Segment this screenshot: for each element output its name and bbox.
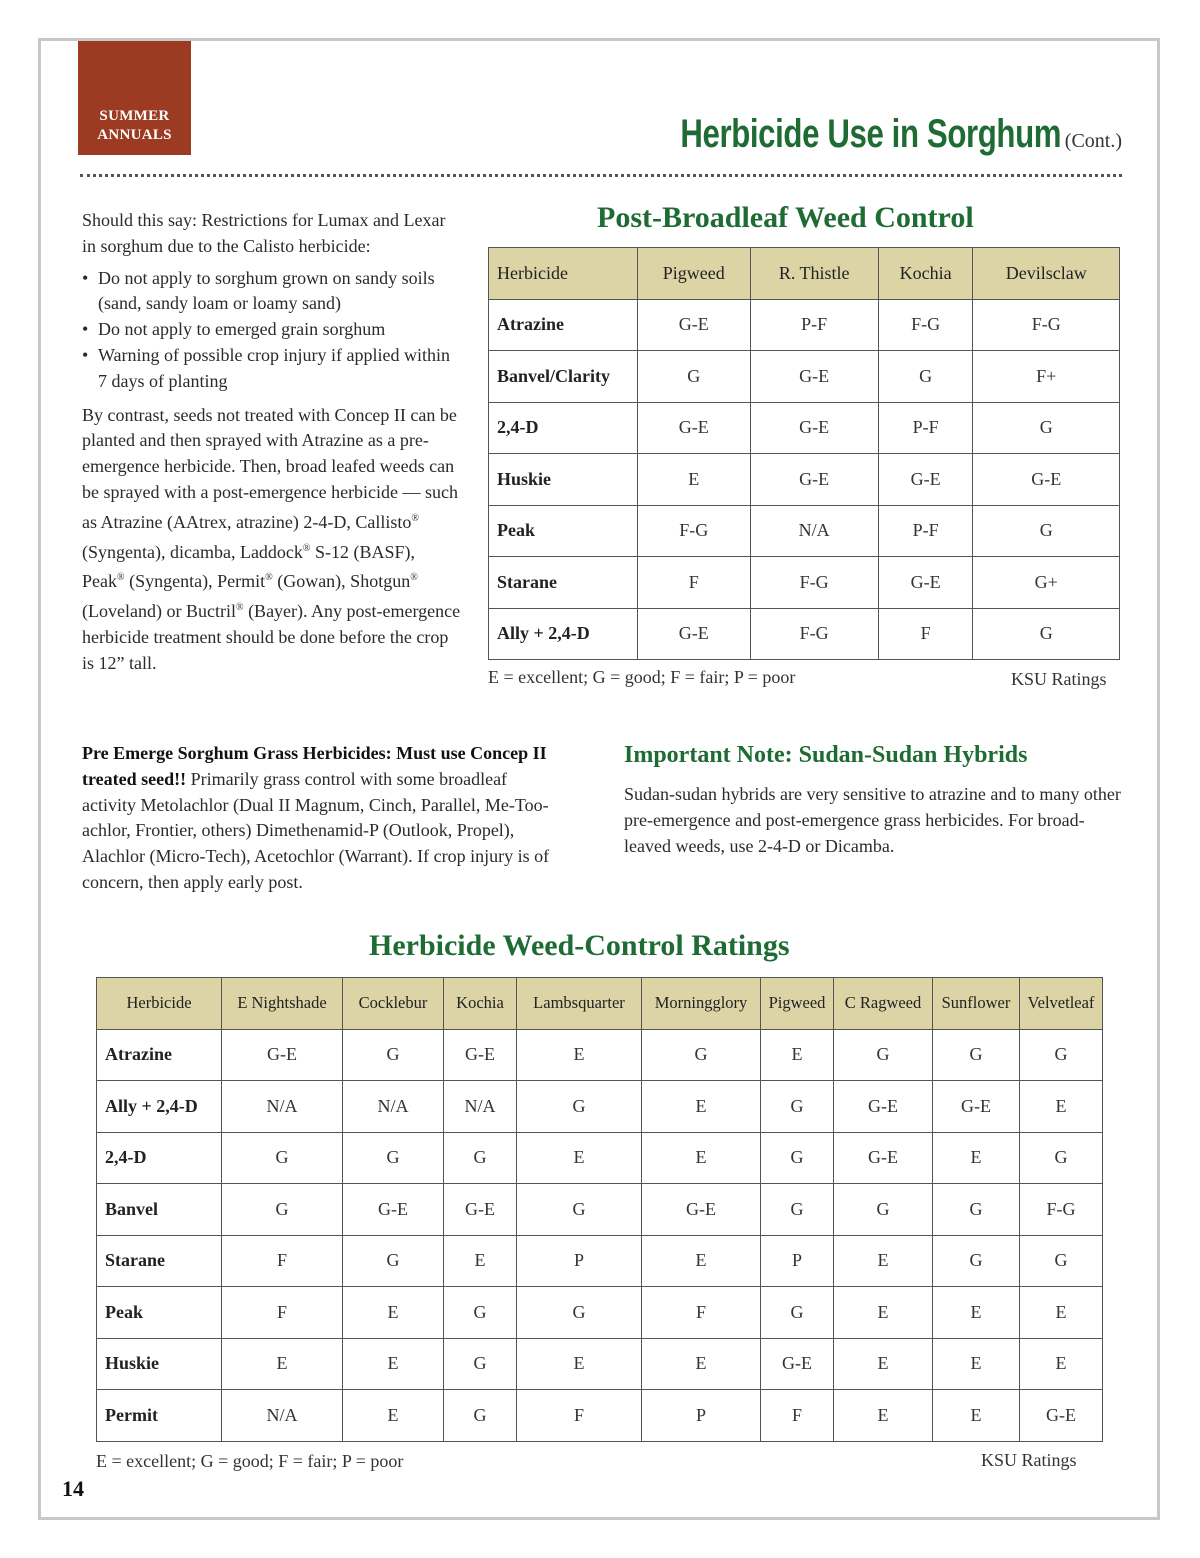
rating-cell: F-G	[750, 608, 878, 660]
table-row	[97, 1390, 1103, 1442]
row-herbicide-name: Banvel/Clarity	[489, 351, 638, 403]
ratings-legend: E = excellent; G = good; F = fair; P = poor	[96, 1451, 404, 1471]
rating-cell: G	[343, 1235, 444, 1287]
rating-cell: E	[517, 1132, 642, 1184]
rating-cell: G	[1020, 1132, 1103, 1184]
rating-cell: N/A	[750, 505, 878, 557]
table-row	[489, 608, 1120, 660]
rating-cell: G	[517, 1287, 642, 1339]
table-row	[489, 402, 1120, 454]
rating-cell: F-G	[1020, 1184, 1103, 1236]
rating-cell: N/A	[222, 1390, 343, 1442]
rating-cell: G	[638, 351, 751, 403]
row-herbicide-name: Atrazine	[489, 299, 638, 351]
rating-cell: G	[517, 1081, 642, 1133]
row-herbicide-name: Starane	[97, 1235, 222, 1287]
column-header: Devilsclaw	[973, 248, 1120, 300]
rating-cell: G	[222, 1132, 343, 1184]
table-row	[97, 1287, 1103, 1339]
rating-cell: E	[642, 1132, 761, 1184]
rating-cell: F	[761, 1390, 834, 1442]
rating-cell: G	[933, 1029, 1020, 1081]
rating-cell: F	[517, 1390, 642, 1442]
ratings-table	[96, 977, 1103, 1442]
rating-cell: G	[761, 1081, 834, 1133]
rating-cell: G	[1020, 1235, 1103, 1287]
rating-cell: P	[761, 1235, 834, 1287]
table-row	[97, 1338, 1103, 1390]
dotted-divider	[80, 174, 1122, 177]
rating-cell: G	[444, 1338, 517, 1390]
row-herbicide-name: Peak	[97, 1287, 222, 1339]
ratings-source: KSU Ratings	[981, 1450, 1077, 1470]
rating-cell: E	[638, 454, 751, 506]
rating-cell: G	[642, 1029, 761, 1081]
table-header-row	[489, 248, 1120, 300]
rating-cell: N/A	[222, 1081, 343, 1133]
rating-cell: N/A	[343, 1081, 444, 1133]
rating-cell: G-E	[642, 1184, 761, 1236]
column-header: C Ragweed	[834, 978, 933, 1030]
rating-cell: E	[834, 1390, 933, 1442]
column-header: Pigweed	[638, 248, 751, 300]
restriction-item: • Do not apply to sorghum grown on sandy soils (sand, sandy loam or loamy sand)	[82, 266, 462, 318]
column-header: Cocklebur	[343, 978, 444, 1030]
rating-cell: P-F	[878, 505, 973, 557]
rating-cell: F	[878, 608, 973, 660]
table-header-row	[97, 978, 1103, 1030]
rating-cell: E	[222, 1338, 343, 1390]
rating-cell: G-E	[444, 1029, 517, 1081]
table-row	[489, 299, 1120, 351]
rating-cell: P-F	[878, 402, 973, 454]
rating-cell: E	[933, 1390, 1020, 1442]
rating-cell: G	[933, 1235, 1020, 1287]
rating-cell: G	[761, 1287, 834, 1339]
rating-cell: P	[517, 1235, 642, 1287]
rating-cell: E	[642, 1235, 761, 1287]
column-header: R. Thistle	[750, 248, 878, 300]
rating-cell: G	[444, 1132, 517, 1184]
row-herbicide-name: 2,4-D	[489, 402, 638, 454]
rating-cell: E	[933, 1287, 1020, 1339]
rating-cell: G-E	[638, 608, 751, 660]
rating-cell: E	[642, 1081, 761, 1133]
table-row	[97, 1184, 1103, 1236]
page-number: 14	[62, 1476, 84, 1501]
column-header: Lambsquarter	[517, 978, 642, 1030]
rating-cell: F-G	[973, 299, 1120, 351]
row-herbicide-name: Huskie	[97, 1338, 222, 1390]
section-tab	[78, 41, 191, 155]
row-herbicide-name: Ally + 2,4-D	[97, 1081, 222, 1133]
rating-cell: G-E	[878, 454, 973, 506]
rating-cell: G-E	[750, 454, 878, 506]
pre-emerge-body: Primarily grass control with some broadleaf activity Metolachlor (Dual II Magnum, Cinch, Parallel, Me-Too-achlor, Frontier, others) Dimethenamid-P (Outlook, Propel), Alachlor (Micro-Tech), Acetochlor (Warrant). If crop injury is of concern, then apply early post.	[82, 768, 550, 892]
row-herbicide-name: Atrazine	[97, 1029, 222, 1081]
column-header: Morningglory	[642, 978, 761, 1030]
row-herbicide-name: 2,4-D	[97, 1132, 222, 1184]
column-header: Pigweed	[761, 978, 834, 1030]
rating-cell: G	[444, 1390, 517, 1442]
rating-cell: F	[222, 1235, 343, 1287]
rating-cell: G-E	[878, 557, 973, 609]
rating-cell: E	[834, 1338, 933, 1390]
table-row	[489, 505, 1120, 557]
rating-cell: P-F	[750, 299, 878, 351]
page-title-suffix: (Cont.)	[1064, 130, 1122, 152]
row-herbicide-name: Peak	[489, 505, 638, 557]
rating-cell: G-E	[750, 402, 878, 454]
ratings-title: Herbicide Weed-Control Ratings	[369, 929, 790, 962]
section-tab-line2: ANNUALS	[97, 127, 172, 143]
rating-cell: E	[933, 1132, 1020, 1184]
pre-emerge-text	[82, 741, 557, 896]
column-header: Sunflower	[933, 978, 1020, 1030]
rating-cell: G-E	[834, 1081, 933, 1133]
rating-cell: G-E	[973, 454, 1120, 506]
column-header: Kochia	[878, 248, 973, 300]
rating-cell: E	[1020, 1081, 1103, 1133]
rating-cell: G	[973, 402, 1120, 454]
important-note-title: Important Note: Sudan-Sudan Hybrids	[624, 742, 1028, 768]
rating-cell: E	[343, 1287, 444, 1339]
restriction-item: • Do not apply to emerged grain sorghum	[82, 317, 462, 343]
rating-cell: G	[878, 351, 973, 403]
page-title-main: Herbicide Use in Sorghum	[680, 112, 1061, 156]
rating-cell: G	[973, 505, 1120, 557]
rating-cell: N/A	[444, 1081, 517, 1133]
restriction-list	[82, 266, 462, 395]
rating-cell: G	[517, 1184, 642, 1236]
column-header: Herbicide	[489, 248, 638, 300]
important-note-text: Sudan-sudan hybrids are very sensitive to atrazine and to many other pre-emergence and post-emergence grass herbicides. For broad-leaved weeds, use 2-4-D or Dicamba.	[624, 784, 1121, 856]
rating-cell: E	[834, 1235, 933, 1287]
page-title	[573, 112, 1122, 157]
intro-lead: Should this say: Restrictions for Lumax and Lexar in sorghum due to the Calisto herbicide:	[82, 210, 446, 256]
rating-cell: F	[222, 1287, 343, 1339]
rating-cell: G-E	[761, 1338, 834, 1390]
rating-cell: G-E	[1020, 1390, 1103, 1442]
section-tab-line1: SUMMER	[99, 108, 170, 124]
rating-cell: G	[761, 1132, 834, 1184]
rating-cell: G	[222, 1184, 343, 1236]
rating-cell: P	[642, 1390, 761, 1442]
rating-cell: E	[1020, 1287, 1103, 1339]
row-herbicide-name: Starane	[489, 557, 638, 609]
rating-cell: G-E	[444, 1184, 517, 1236]
column-header: Velvetleaf	[1020, 978, 1103, 1030]
restriction-item: • Warning of possible crop injury if applied within 7 days of planting	[82, 343, 462, 395]
table-row	[489, 351, 1120, 403]
table-row	[97, 1081, 1103, 1133]
post-broadleaf-legend: E = excellent; G = good; F = fair; P = poor	[488, 667, 796, 687]
table-row	[97, 1132, 1103, 1184]
rating-cell: G-E	[834, 1132, 933, 1184]
rating-cell: F+	[973, 351, 1120, 403]
rating-cell: F-G	[638, 505, 751, 557]
rating-cell: G	[343, 1029, 444, 1081]
rating-cell: G	[834, 1184, 933, 1236]
rating-cell: G-E	[343, 1184, 444, 1236]
table-row	[489, 454, 1120, 506]
post-broadleaf-table	[488, 247, 1120, 660]
rating-cell: E	[444, 1235, 517, 1287]
rating-cell: F-G	[750, 557, 878, 609]
rating-cell: E	[834, 1287, 933, 1339]
rating-cell: G	[933, 1184, 1020, 1236]
rating-cell: G	[343, 1132, 444, 1184]
rating-cell: F	[638, 557, 751, 609]
column-header: E Nightshade	[222, 978, 343, 1030]
rating-cell: E	[1020, 1338, 1103, 1390]
rating-cell: E	[933, 1338, 1020, 1390]
row-herbicide-name: Permit	[97, 1390, 222, 1442]
table-row	[489, 557, 1120, 609]
row-herbicide-name: Huskie	[489, 454, 638, 506]
intro-text	[82, 208, 462, 683]
post-broadleaf-source: KSU Ratings	[1011, 669, 1107, 689]
table-row	[97, 1235, 1103, 1287]
post-broadleaf-title: Post-Broadleaf Weed Control	[597, 201, 974, 234]
rating-cell: G+	[973, 557, 1120, 609]
rating-cell: G	[973, 608, 1120, 660]
rating-cell: E	[761, 1029, 834, 1081]
rating-cell: G	[761, 1184, 834, 1236]
rating-cell: G	[1020, 1029, 1103, 1081]
rating-cell: G-E	[638, 299, 751, 351]
rating-cell: G-E	[750, 351, 878, 403]
table-row	[97, 1029, 1103, 1081]
intro-paragraph: By contrast, seeds not treated with Concep II can be planted and then sprayed with Atrazine as a pre-emergence herbicide. Then, broad leafed weeds can be sprayed with a post-emergence herbicide — such as Atrazine (AAtrex, atrazine) 2-4-D, Callisto® (Syngenta), dicamba, Laddock® S-12 (BASF), Peak® (Syngenta), Permit® (Gowan), Shotgun® (Loveland) or Buctril® (Bayer). Any post-emergence herbicide treatment should be done before the crop is 12” tall.	[82, 404, 461, 673]
column-header: Herbicide	[97, 978, 222, 1030]
rating-cell: E	[343, 1390, 444, 1442]
row-herbicide-name: Banvel	[97, 1184, 222, 1236]
rating-cell: E	[517, 1338, 642, 1390]
row-herbicide-name: Ally + 2,4-D	[489, 608, 638, 660]
rating-cell: G-E	[222, 1029, 343, 1081]
pre-emerge-lead: Pre Emerge Sorghum Grass Herbicides: Must use Concep II treated seed!!	[82, 743, 547, 789]
rating-cell: G-E	[638, 402, 751, 454]
rating-cell: E	[343, 1338, 444, 1390]
rating-cell: F-G	[878, 299, 973, 351]
rating-cell: G	[834, 1029, 933, 1081]
column-header: Kochia	[444, 978, 517, 1030]
rating-cell: G	[444, 1287, 517, 1339]
rating-cell: G-E	[933, 1081, 1020, 1133]
rating-cell: F	[642, 1287, 761, 1339]
rating-cell: E	[517, 1029, 642, 1081]
rating-cell: E	[642, 1338, 761, 1390]
